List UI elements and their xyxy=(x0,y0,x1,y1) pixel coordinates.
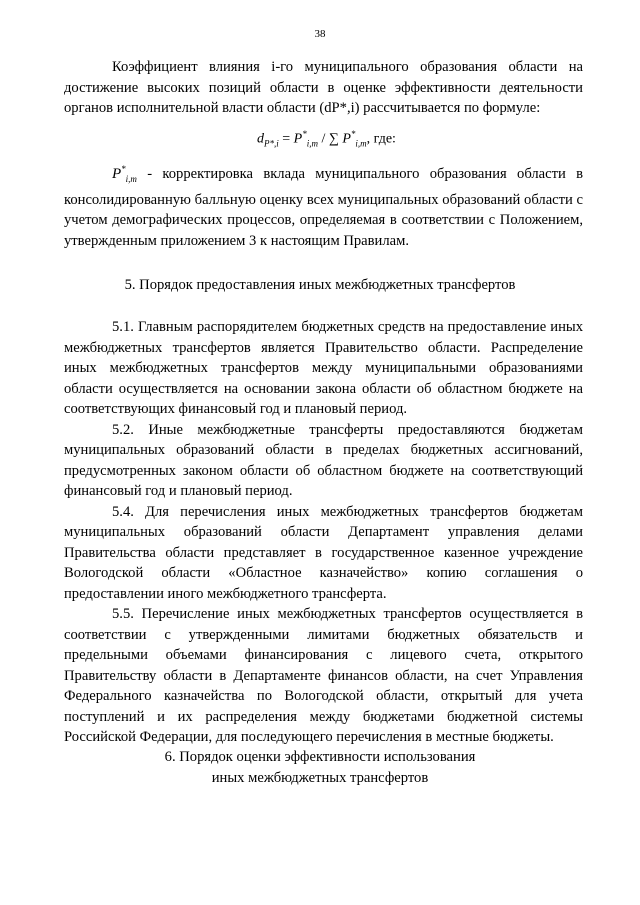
paragraph-5-4: 5.4. Для перечисления иных межбюджетных трансфертов бюджетам муниципальных образований области Департамент управления делами Правительства области представляет в государственное казенное учреждение Вологодской области «Областное казначейство» копию соглашения о предоставлении иного межбюджетного трансферта. xyxy=(64,503,583,602)
intro-paragraph: Коэффициент влияния i-го муниципального образования области на достижение высоких позиций области в оценке эффективности деятельности органов исполнительной власти области (dP*,i) рассчитывается по формуле: xyxy=(64,59,583,116)
paragraph-5-5: 5.5. Перечисление иных межбюджетных трансфертов осуществляется в соответствии с утвержденными лимитами бюджетных обязательств и предельными объемами финансирования с лицевого счета, открытого Правительству области в Департаменте финансов области, на счет Управления Федерального казначейства по Вологодской области, открытый для учета поступлений и их распределения между бюджетами бюджетной системы Российской Федерации, для последующего перечисления в местные бюджеты. xyxy=(64,606,583,745)
definition-symbol: $P^*_{i,m}$ xyxy=(112,164,137,184)
paragraph-5-1: 5.1. Главным распорядителем бюджетных средств на предоставление иных межбюджетных трансфертов является Правительство области. Распределение иных межбюджетных трансфертов между муниципальными образованиями области осуществляется на основании закона области об областном бюджете на соответствующих финансовый год и плановый период. xyxy=(64,319,583,417)
formula: $d_{P*,i} = P^*_{i,m}$ / ∑ $P^*_{i,m}$, где: xyxy=(257,129,396,149)
section-5-heading: 5. Порядок предоставления иных межбюджетных трансфертов xyxy=(124,277,516,293)
section-5-body xyxy=(64,317,583,748)
definition-paragraph: $P^*_{i,m}$ - корректировка вклада муниципального образования области в консолидированную балльную оценку всех муниципальных образований области с учетом демографических процессов, определяемая в соответствии с Положением, утвержденным приложением 3 к настоящим Правилам. xyxy=(64,164,583,249)
page-number: 38 xyxy=(314,28,326,40)
section-6-heading-line-1: 6. Порядок оценки эффективности использования xyxy=(164,749,476,765)
section-6-heading-line-2: иных межбюджетных трансфертов xyxy=(211,770,429,786)
definition-block xyxy=(64,159,583,251)
paragraph-5-2: 5.2. Иные межбюджетные трансферты предоставляются бюджетам муниципальных образований области в пределах бюджетных ассигнований, предусмотренных законом области об областном бюджете на соответствующий финансовый год и плановый период. xyxy=(64,421,583,499)
intro-paragraph-block xyxy=(64,57,583,119)
